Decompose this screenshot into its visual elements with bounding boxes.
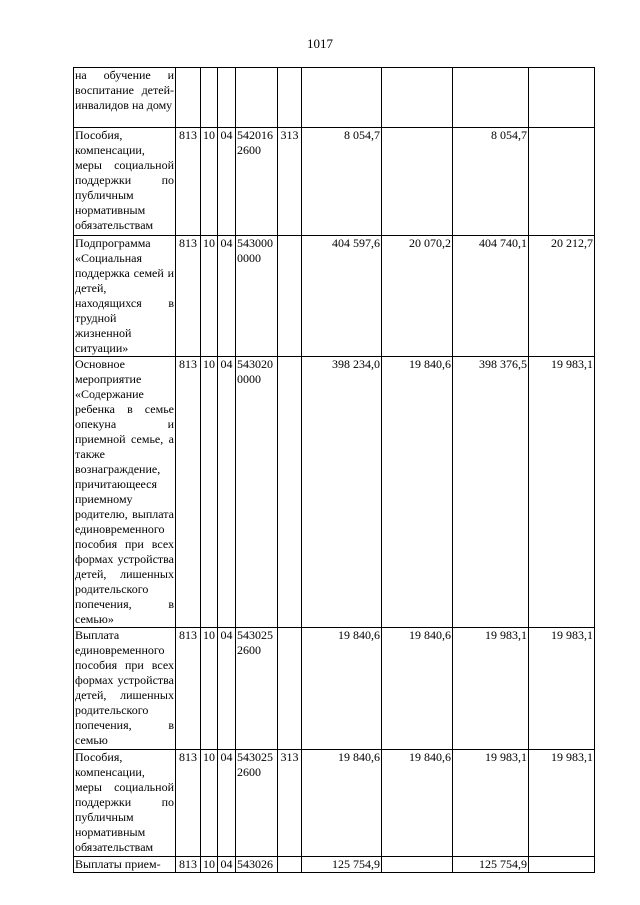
row-sum-2: 20 070,2: [382, 236, 453, 357]
row-csr: 543026: [236, 857, 278, 873]
row-sum-4: [529, 857, 595, 873]
row-vr: [278, 628, 302, 750]
row-pr: 04: [218, 128, 236, 236]
row-name: Подпрограмма «Социальная поддержка семей и детей, находящихся в трудной жизненной ситуации»: [75, 236, 174, 355]
row-rz: 10: [201, 750, 218, 857]
row-name: Пособия, компенсации, меры социальной поддержки по публичным нормативным обязательствам: [74, 750, 176, 857]
table-row: [74, 628, 595, 750]
row-sum-2: [382, 128, 453, 236]
row-gr: 813: [176, 236, 201, 357]
row-gr: 813: [176, 628, 201, 750]
row-vr: 313: [278, 750, 302, 857]
row-name: Пособия, компенсации, меры социальной поддержки по публичным нормативным обязательствам: [74, 128, 176, 236]
row-sum-1: 19 840,6: [302, 750, 382, 857]
row-csr: [236, 68, 278, 128]
row-csr: 542016 2600: [236, 128, 278, 236]
row-csr: 543020 0000: [236, 357, 278, 628]
row-pr: 04: [218, 750, 236, 857]
row-vr: [278, 857, 302, 873]
row-sum-1: 404 597,6: [302, 236, 382, 357]
row-name: Выплата единовременного пособия при всех формах устройства детей, лишенных родительского попечения, в семью: [74, 628, 176, 750]
row-pr: 04: [218, 236, 236, 357]
row-sum-3: 19 983,1: [453, 628, 529, 750]
row-sum-2: 19 840,6: [382, 357, 453, 628]
row-sum-1: [302, 68, 382, 128]
row-gr: 813: [176, 357, 201, 628]
row-sum-3: 125 754,9: [453, 857, 529, 873]
row-sum-2: [382, 857, 453, 873]
row-pr: [218, 68, 236, 128]
row-vr: 313: [278, 128, 302, 236]
row-csr: 543000 0000: [236, 236, 278, 357]
table-row: [74, 357, 595, 628]
row-gr: 813: [176, 750, 201, 857]
row-pr: 04: [218, 357, 236, 628]
row-sum-3: 398 376,5: [453, 357, 529, 628]
row-sum-2: 19 840,6: [382, 628, 453, 750]
row-rz: 10: [201, 628, 218, 750]
row-sum-4: 19 983,1: [529, 750, 595, 857]
row-vr: [278, 236, 302, 357]
row-sum-4: [529, 128, 595, 236]
row-rz: 10: [201, 357, 218, 628]
row-gr: 813: [176, 857, 201, 873]
row-csr: 543025 2600: [236, 750, 278, 857]
row-gr: [176, 68, 201, 128]
row-rz: 10: [201, 128, 218, 236]
row-sum-1: 125 754,9: [302, 857, 382, 873]
table-row: [74, 857, 595, 873]
row-csr: 543025 2600: [236, 628, 278, 750]
row-sum-4: [529, 68, 595, 128]
row-name: Выплаты прием-: [74, 857, 176, 873]
row-sum-3: 19 983,1: [453, 750, 529, 857]
row-sum-2: 19 840,6: [382, 750, 453, 857]
row-sum-4: 19 983,1: [529, 357, 595, 628]
row-rz: 10: [201, 236, 218, 357]
row-sum-4: 20 212,7: [529, 236, 595, 357]
row-sum-1: 398 234,0: [302, 357, 382, 628]
row-vr: [278, 68, 302, 128]
row-rz: [201, 68, 218, 128]
row-name: на обучение и воспитание детей-инвалидов на дому: [74, 68, 176, 128]
table-row: [74, 128, 595, 236]
row-sum-1: 8 054,7: [302, 128, 382, 236]
table-row: [74, 68, 595, 128]
budget-table: [73, 67, 595, 873]
page-number: 1017: [307, 36, 333, 51]
row-sum-2: [382, 68, 453, 128]
row-sum-3: 8 054,7: [453, 128, 529, 236]
row-pr: 04: [218, 857, 236, 873]
table-row: [74, 750, 595, 857]
row-name: Основное мероприятие «Содержание ребенка в семье опекуна и приемной семье, а также вознаграждение, причитающееся приемному родителю, выплата единовременного пособия при всех формах устройства детей, лишенных родительского попечения, в семью»: [75, 357, 174, 626]
table-row: [74, 236, 595, 357]
row-gr: 813: [176, 128, 201, 236]
row-sum-1: 19 840,6: [302, 628, 382, 750]
row-sum-4: 19 983,1: [529, 628, 595, 750]
row-sum-3: [453, 68, 529, 128]
row-pr: 04: [218, 628, 236, 750]
row-rz: 10: [201, 857, 218, 873]
row-vr: [278, 357, 302, 628]
row-sum-3: 404 740,1: [453, 236, 529, 357]
